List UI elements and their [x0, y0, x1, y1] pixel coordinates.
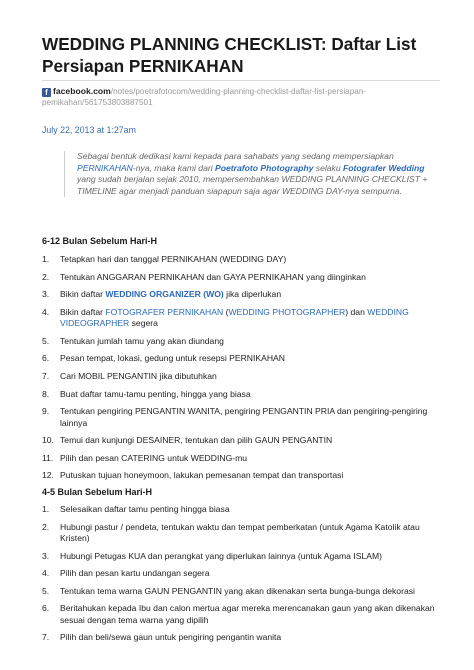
post-date[interactable]: July 22, 2013 at 1:27am — [42, 125, 136, 135]
item-number: 4. — [42, 568, 50, 579]
item-text: ( — [223, 306, 229, 317]
item-text: Tetapkan hari dan tanggal PERNIKAHAN (WEDDING DAY) — [60, 254, 287, 264]
list-item — [42, 289, 442, 300]
facebook-icon: f — [42, 88, 51, 97]
intro-link-poetrafoto[interactable]: Poetrafoto Photography — [215, 162, 314, 173]
source-url[interactable] — [42, 86, 442, 108]
item-text: Temui dan kunjungi DESAINER, tentukan dan pilih GAUN PENGANTIN — [60, 435, 333, 446]
item-text: ) dan — [345, 306, 368, 317]
item-text: Pilih dan pesan CATERING untuk WEDDING-mu — [60, 452, 248, 463]
link-wedding-organizer[interactable]: WEDDING ORGANIZER (WO) — [105, 289, 224, 300]
list-item — [42, 504, 442, 515]
item-number: 10. — [42, 435, 54, 446]
list-item — [42, 406, 442, 429]
source-path: /notes/poetrafotocom/wedding-planning-checklist-daftar-list-persiapan-pemikahan/561753803887501 — [42, 87, 367, 107]
item-number: 5. — [42, 585, 50, 596]
item-text: Pilih dan beli/sewa gaun untuk pengiring pengantin wanita — [60, 632, 282, 643]
list-item — [42, 632, 442, 643]
page-title: WEDDING PLANNING CHECKLIST: Daftar List Persiapan PERNIKAHAN — [42, 34, 417, 76]
item-text: Bikin daftar — [60, 289, 106, 300]
item-text: Tentukan jumlah tamu yang akan diundang — [60, 335, 224, 346]
item-text: Cari MOBIL PENGANTIN jika dibutuhkan — [60, 370, 217, 381]
item-number: 2. — [42, 271, 50, 282]
item-number: 5. — [42, 335, 50, 346]
list-item — [42, 551, 442, 562]
item-number: 12. — [42, 470, 54, 481]
item-number: 7. — [42, 632, 50, 643]
item-number: 4. — [42, 306, 50, 317]
list-item — [42, 353, 442, 364]
checklist-6-12-months — [42, 254, 442, 488]
list-item — [42, 389, 442, 400]
list-item — [42, 336, 442, 347]
source-domain: facebook.com — [53, 86, 111, 96]
list-item — [42, 371, 442, 382]
item-number: 8. — [42, 388, 50, 399]
item-text: Tentukan pengiring PENGANTIN WANITA, pengiring PENGANTIN PRIA dan pengiring-pengiring lainnya — [60, 406, 428, 428]
item-number: 1. — [42, 504, 50, 514]
intro-quote — [64, 151, 437, 197]
item-number: 3. — [42, 289, 50, 300]
item-number: 1. — [42, 254, 50, 264]
item-number: 9. — [42, 406, 50, 417]
link-wedding-videographer[interactable]: WEDDING VIDEOGRAPHER — [60, 306, 409, 329]
intro-text: selaku — [313, 162, 344, 173]
item-text: segera — [129, 318, 158, 329]
item-text: Buat daftar tamu-tamu penting, hingga yang biasa — [60, 388, 251, 399]
list-item — [42, 522, 442, 545]
item-text: Tentukan ANGGARAN PERNIKAHAN dan GAYA PERNIKAHAN yang diinginkan — [60, 271, 366, 282]
item-number: 6. — [42, 353, 50, 364]
intro-link-fotografer-wedding[interactable]: Fotografer Wedding — [343, 162, 425, 173]
list-item — [42, 254, 442, 265]
item-text: Hubungi pastur / pendeta, tentukan waktu dan tempat pemberkatan (untuk Agama Katolik atau Kristen) — [60, 521, 420, 543]
link-wedding-photographer[interactable]: WEDDING PHOTOGRAPHER — [228, 306, 346, 317]
item-text: Hubungi Petugas KUA dan perangkat yang diperlukan lainnya (untuk Agama ISLAM) — [60, 550, 382, 561]
list-item — [42, 453, 442, 464]
title-divider — [42, 80, 440, 81]
intro-text: -nya, maka kami dari — [132, 162, 216, 173]
item-number: 2. — [42, 521, 50, 532]
item-text: Bikin daftar — [60, 306, 106, 317]
checklist-4-5-months — [42, 504, 442, 650]
list-item — [42, 272, 442, 283]
item-text: Selesaikan daftar tamu penting hingga biasa — [60, 504, 230, 514]
item-text: Putuskan tujuan honeymoon, lakukan pemesanan tempat dan transportasi — [60, 470, 344, 481]
list-item — [42, 307, 442, 330]
list-item — [42, 470, 442, 481]
list-item — [42, 568, 442, 579]
link-fotografer-pernikahan[interactable]: FOTOGRAFER PERNIKAHAN — [105, 306, 224, 317]
item-text: Tentukan tema warna GAUN PENGANTIN yang akan dikenakan serta bunga-bunga dekorasi — [60, 585, 415, 596]
item-number: 3. — [42, 550, 50, 561]
section-heading: 4-5 Bulan Sebelum Hari-H — [42, 487, 153, 497]
item-number: 11. — [42, 452, 54, 463]
intro-link-pernikahan[interactable]: PERNIKAHAN — [77, 162, 133, 173]
item-number: 6. — [42, 603, 50, 614]
item-number: 7. — [42, 370, 50, 381]
item-text: Pilih dan pesan kartu undangan segera — [60, 568, 210, 579]
list-item — [42, 586, 442, 597]
item-text: Pesan tempat, lokasi, gedung untuk resepsi PERNIKAHAN — [60, 353, 285, 364]
list-item — [42, 435, 442, 446]
intro-text: yang sudah berjalan sejak 2010, mempersembahkan WEDDING PLANNING CHECKLIST + TIMELINE agar menjadi panduan siapapun saja agar WEDDING DAY-nya sempurna. — [77, 174, 428, 196]
item-text: Beritahukan kepada Ibu dan calon mertua agar mereka merencanakan gaun yang akan dikenakan sesuai dengan tema warna yang dipilih — [60, 603, 435, 625]
item-text: jika diperlukan — [223, 289, 282, 300]
list-item — [42, 603, 442, 626]
intro-text: Sebagai bentuk dedikasi kami kepada para sahabats yang sedang mempersiapkan — [77, 151, 394, 161]
section-heading: 6-12 Bulan Sebelum Hari-H — [42, 236, 158, 246]
